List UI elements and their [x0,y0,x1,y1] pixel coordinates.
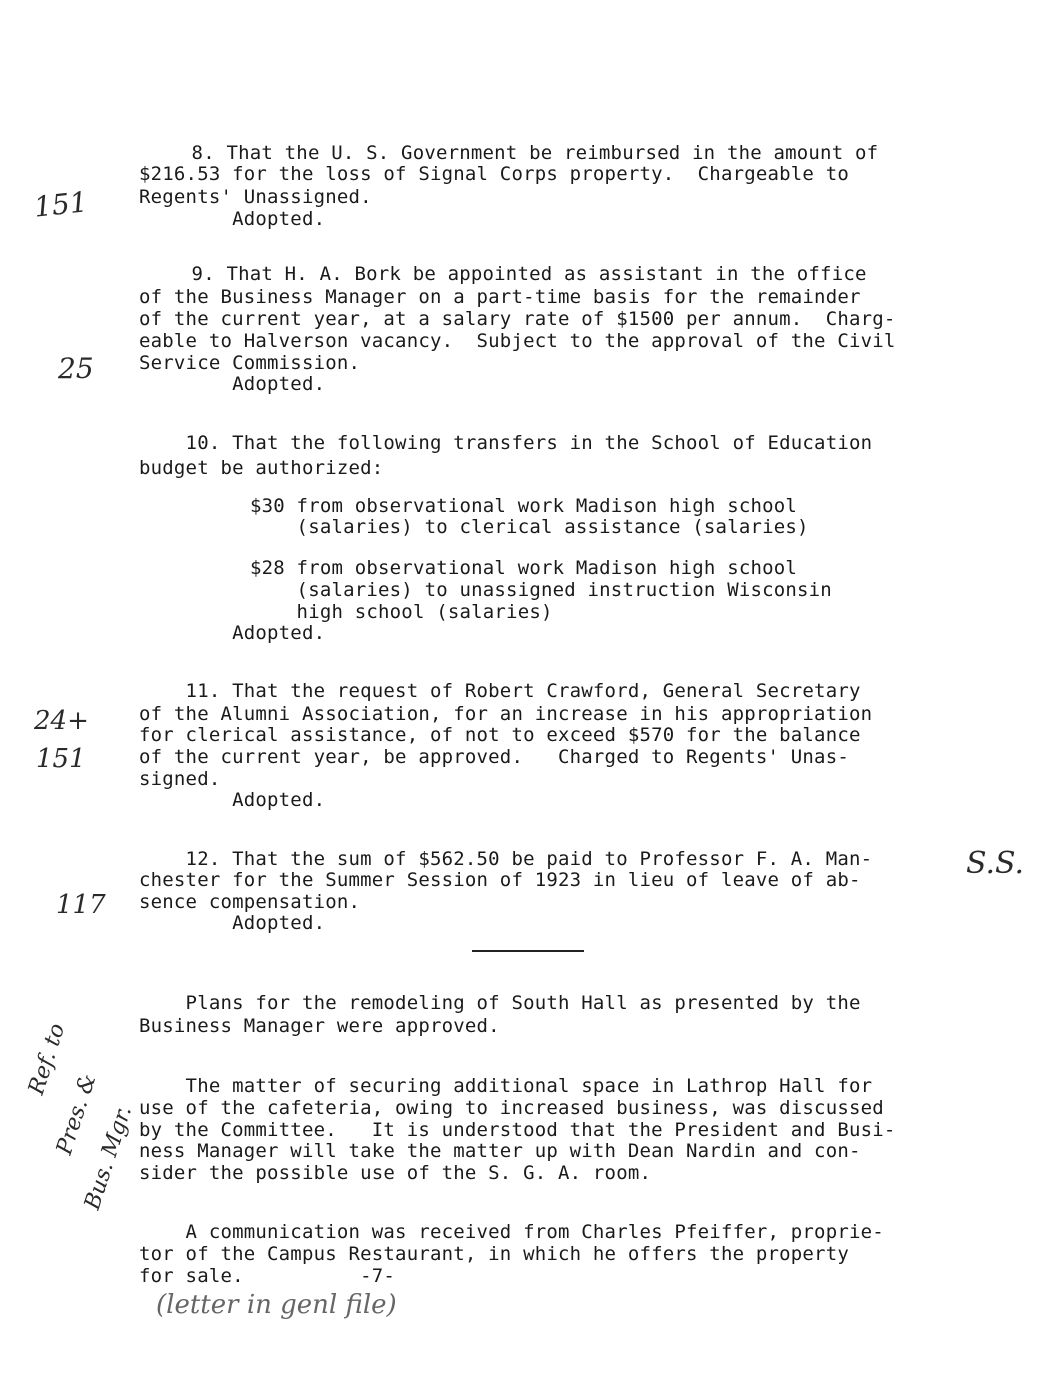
item-11-line: Adopted. [139,789,326,811]
transfer-1-line: (salaries) to clerical assistance (salaries) [250,516,809,538]
item-9-line: Adopted. [139,373,326,395]
item-11-line: for clerical assistance, of not to exceed $570 for the balance [139,724,861,746]
transfer-2-line: $28 from observational work Madison high school [250,557,798,579]
item-8-line: 8. That the U. S. Government be reimbursed in the amount of [145,142,879,164]
transfer-2-line: Adopted. [139,622,326,644]
item-10-line: 10. That the following transfers in the School of Education [139,432,873,454]
item-12-line: chester for the Summer Session of 1923 in lieu of leave of ab- [139,869,861,891]
lathrop-line: sider the possible use of the S. G. A. room. [139,1162,652,1184]
margin-note-letter: (letter in genl file) [156,1290,397,1320]
item-8-line: Adopted. [139,208,326,230]
item-9-line: Service Commission. [139,352,361,374]
item-11-line: 11. That the request of Robert Crawford, General Secretary [139,680,861,702]
item-9-line: 9. That H. A. Bork be appointed as assistant in the office [145,263,867,285]
item-9-line: eable to Halverson vacancy. Subject to the approval of the Civil [139,330,896,352]
margin-note-151: 151 [36,744,86,774]
lathrop-line: use of the cafeteria, owing to increased business, was discussed [139,1097,884,1119]
margin-note-ref: Ref. to [24,1020,71,1098]
item-11-line: of the Alumni Association, for an increase in his appropriation [139,703,873,725]
item-12-line: Adopted. [139,912,326,934]
margin-note-ref: Pres. & [52,1070,102,1158]
lathrop-line: by the Committee. It is understood that the President and Busi- [139,1119,896,1141]
lathrop-line: The matter of securing additional space in Lathrop Hall for [139,1075,873,1097]
margin-note-117: 117 [56,890,106,920]
item-12-line: 12. That the sum of $562.50 be paid to Professor F. A. Man- [139,848,873,870]
item-8-line: Regents' Unassigned. [139,186,372,208]
section-divider [472,950,584,952]
transfer-2-line: (salaries) to unassigned instruction Wisconsin [250,579,832,601]
pfeiffer-line: for sale. -7- [139,1265,396,1287]
transfer-2-line: high school (salaries) [250,601,553,623]
margin-note-ref: Bus. Mgr. [80,1102,137,1213]
margin-note-25: 25 [58,352,94,385]
item-11-line: of the current year, be approved. Charged to Regents' Unas- [139,746,849,768]
item-9-line: of the current year, at a salary rate of $1500 per annum. Charg- [139,308,896,330]
item-12-line: sence compensation. [139,891,361,913]
transfer-1-line: $30 from observational work Madison high school [250,495,798,517]
item-8-line: $216.53 for the loss of Signal Corps property. Chargeable to [139,163,849,185]
margin-note-151: 151 [32,185,90,224]
south-hall-line: Plans for the remodeling of South Hall as presented by the [139,992,861,1014]
south-hall-line: Business Manager were approved. [139,1015,500,1037]
pfeiffer-line: A communication was received from Charles Pfeiffer, proprie- [139,1221,884,1243]
margin-note-ss: S.S. [966,846,1025,881]
item-11-line: signed. [139,768,221,790]
margin-note-24: 24+ [34,706,89,736]
item-10-line: budget be authorized: [139,457,384,479]
pfeiffer-line: tor of the Campus Restaurant, in which he offers the property [139,1243,849,1265]
lathrop-line: ness Manager will take the matter up with Dean Nardin and con- [139,1140,861,1162]
item-9-line: of the Business Manager on a part-time basis for the remainder [139,286,861,308]
